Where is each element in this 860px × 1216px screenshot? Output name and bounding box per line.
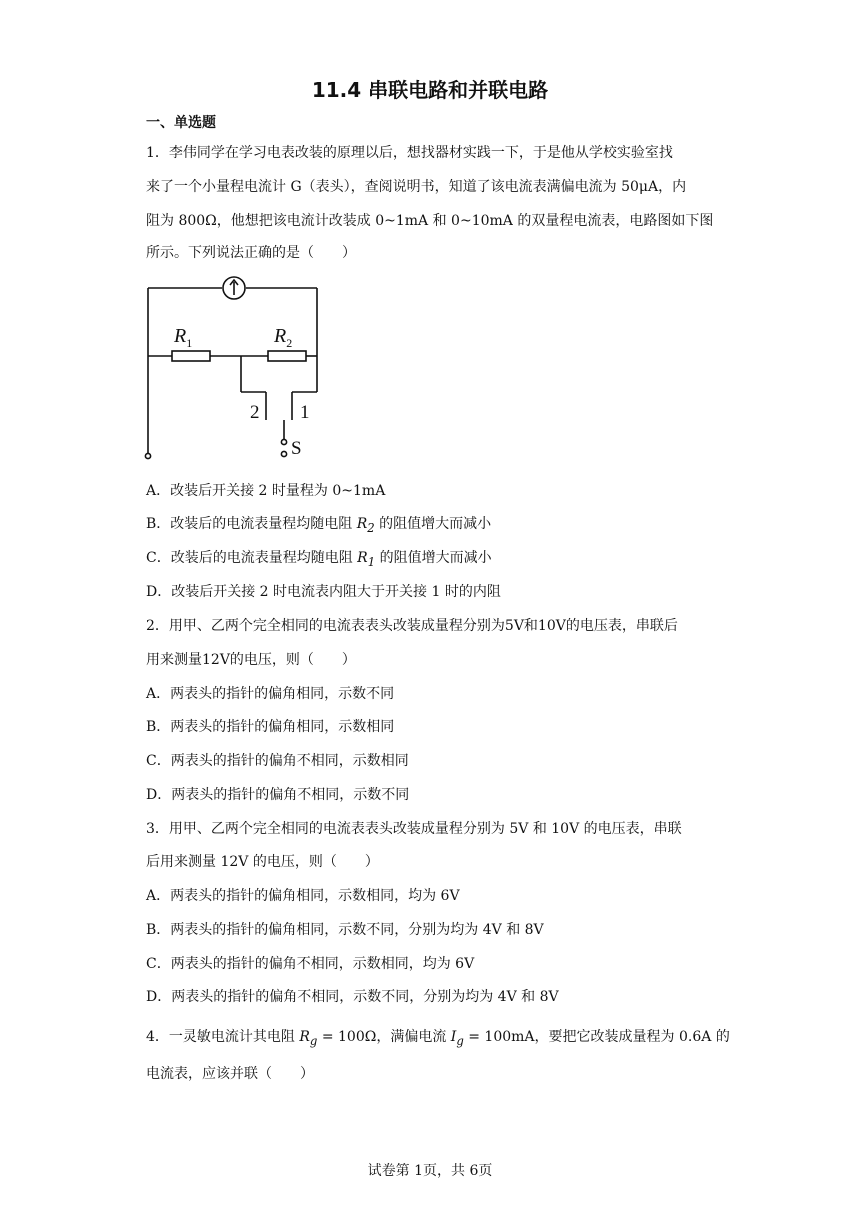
- q1-option-d: D．改装后开关接 2 时电流表内阻大于开关接 1 时的内阻: [146, 584, 501, 600]
- resistor-r2: [268, 351, 306, 361]
- q1-stem-line-4: 所示。下列说法正确的是（ ）: [146, 245, 356, 261]
- q3-stem-line-1: 3．用甲、乙两个完全相同的电流表表头改装成量程分别为 5V 和 10V 的电压表，串联: [146, 821, 682, 837]
- label-r2: $R_2$: [274, 325, 293, 350]
- terminal-right: [281, 451, 286, 456]
- label-position-2: 2: [250, 402, 260, 423]
- q1-option-b: B．改装后的电流表量程均随电阻 $R_2$ 的阻值增大而减小: [146, 516, 492, 535]
- q2-option-b: B．两表头的指针的偏角相同，示数相同: [146, 719, 395, 735]
- circuit-diagram: [140, 274, 340, 464]
- section-heading: 一、单选题: [146, 115, 216, 131]
- q3-option-c: C．两表头的指针的偏角不相同，示数相同，均为 6V: [146, 956, 475, 972]
- label-position-1: 1: [300, 402, 310, 423]
- q4-stem-line-1: 4．一灵敏电流计其电阻 $R_g = 100\Omega$，满偏电流 $I_g = 100mA$，要把它改装成量程为 0.6A 的: [146, 1029, 730, 1048]
- q2-stem-line-1: 2．用甲、乙两个完全相同的电流表表头改装成量程分别为5V和10V的电压表，串联后: [146, 618, 678, 634]
- q1-option-a: A．改装后开关接 2 时量程为 0~1mA: [146, 483, 386, 499]
- q3-option-b: B．两表头的指针的偏角相同，示数不同，分别为均为 4V 和 8V: [146, 922, 544, 938]
- q2-option-a: A．两表头的指针的偏角相同，示数不同: [146, 686, 395, 702]
- q1-stem-line-3: 阻为 800Ω，他想把该电流计改装成 0~1mA 和 0~10mA 的双量程电流表，电路图如下图: [146, 213, 714, 229]
- q3-stem-line-2: 后用来测量 12V 的电压，则（ ）: [146, 854, 379, 870]
- q1-option-c: C．改装后的电流表量程均随电阻 $R_1$ 的阻值增大而减小: [146, 550, 492, 569]
- q3-option-d: D．两表头的指针的偏角不相同，示数不同，分别为均为 4V 和 8V: [146, 989, 559, 1005]
- switch-pivot: [281, 439, 286, 444]
- terminal-left: [145, 453, 150, 458]
- q2-stem-line-2: 用来测量12V的电压，则（ ）: [146, 652, 356, 668]
- q1-stem-line-1: 1．李伟同学在学习电表改装的原理以后，想找器材实践一下，于是他从学校实验室找: [146, 145, 673, 161]
- q3-option-a: A．两表头的指针的偏角相同，示数相同，均为 6V: [146, 888, 460, 904]
- label-switch: S: [291, 438, 302, 459]
- label-r1: $R_1$: [174, 325, 193, 350]
- q4-stem-line-2: 电流表，应该并联（ ）: [146, 1066, 314, 1082]
- page-title: 11.4 串联电路和并联电路: [311, 78, 549, 102]
- resistor-r1: [172, 351, 210, 361]
- q2-option-d: D．两表头的指针的偏角不相同，示数不同: [146, 787, 410, 803]
- q2-option-c: C．两表头的指针的偏角不相同，示数相同: [146, 753, 409, 769]
- q1-stem-line-2: 来了一个小量程电流计 G（表头），查阅说明书，知道了该电流表满偏电流为 50μA，内: [146, 179, 687, 195]
- page-footer: 试卷第 1页，共 6页: [367, 1163, 493, 1179]
